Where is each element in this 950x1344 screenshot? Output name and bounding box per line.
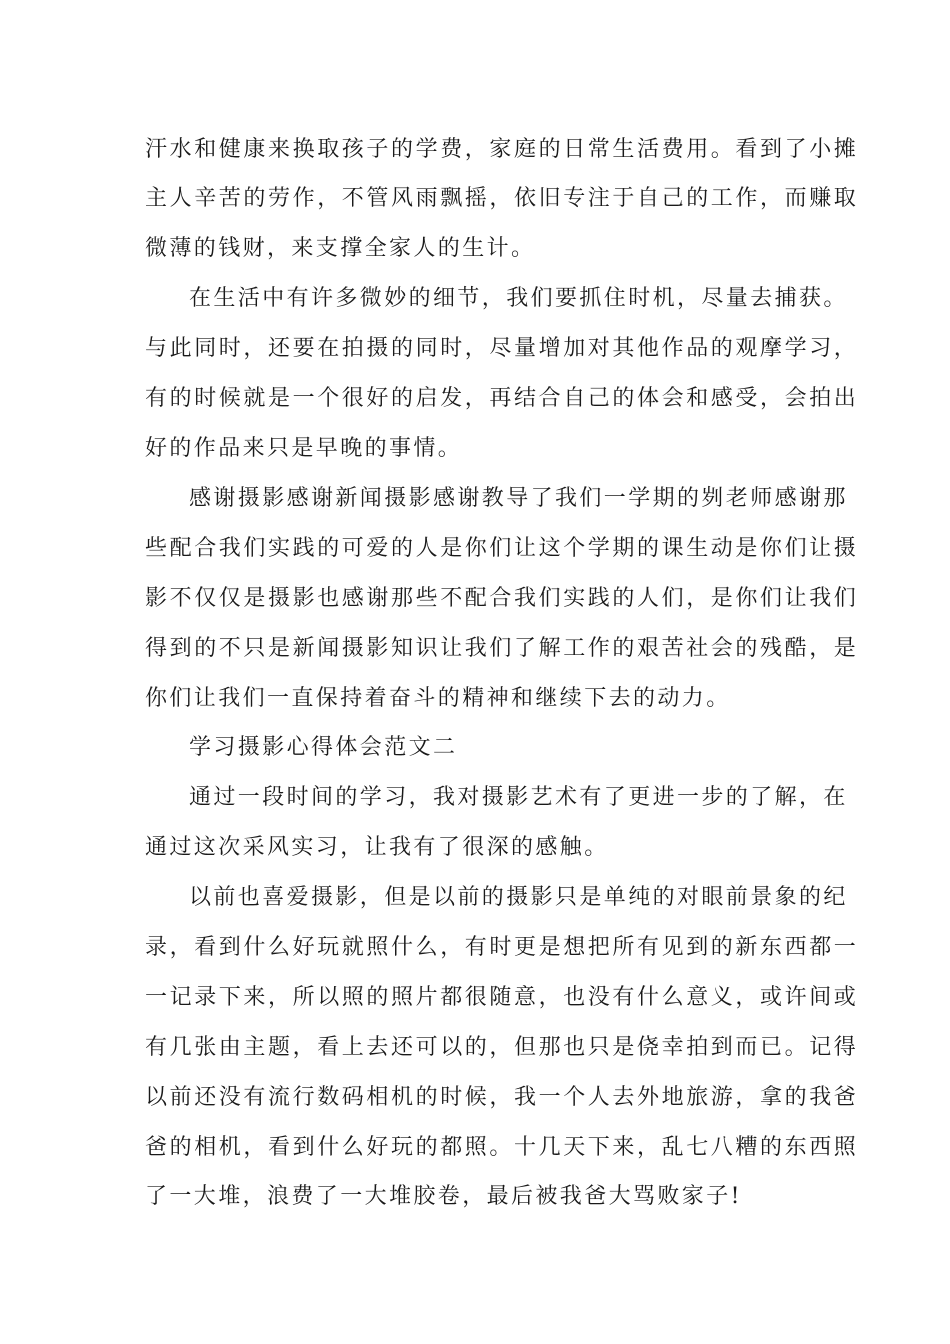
paragraph-first-line: 感谢摄影感谢新闻摄影感谢教导了我们一学期的刿老师感谢那 <box>189 486 848 511</box>
section-heading: 学习摄影心得体会范文二 <box>189 735 458 760</box>
text-line: 微薄的钱财，来支撑全家人的生计。 <box>145 236 536 261</box>
text-line: 与此同时，还要在拍摄的同时，尽量增加对其他作品的观摩学习， <box>145 336 859 361</box>
paragraph-first-line: 通过一段时间的学习，我对摄影艺术有了更进一步的了解，在 <box>189 785 848 810</box>
text-line: 一记录下来，所以照的照片都很随意，也没有什么意义，或许间或 <box>145 985 859 1010</box>
text-line: 以前还没有流行数码相机的时候，我一个人去外地旅游，拿的我爸 <box>145 1085 859 1110</box>
text-line: 些配合我们实践的可爱的人是你们让这个学期的课生动是你们让摄 <box>145 536 859 561</box>
text-line: 影不仅仅是摄影也感谢那些不配合我们实践的人们，是你们让我们 <box>145 586 859 611</box>
paragraph-first-line: 以前也喜爱摄影，但是以前的摄影只是单纯的对眼前景象的纪 <box>189 885 848 910</box>
text-line: 你们让我们一直保持着奋斗的精神和继续下去的动力。 <box>145 686 731 711</box>
text-line: 通过这次采风实习，让我有了很深的感触。 <box>145 835 609 860</box>
text-line: 汗水和健康来换取孩子的学费，家庭的日常生活费用。看到了小摊 <box>145 137 859 162</box>
text-line: 得到的不只是新闻摄影知识让我们了解工作的艰苦社会的残酷，是 <box>145 636 859 661</box>
text-line: 好的作品来只是早晚的事情。 <box>145 436 463 461</box>
text-line: 主人辛苦的劳作，不管风雨飘摇，依旧专注于自己的工作，而赚取 <box>145 186 859 211</box>
text-line: 有几张由主题，看上去还可以的，但那也只是侥幸拍到而已。记得 <box>145 1035 859 1060</box>
text-line: 录，看到什么好玩就照什么，有时更是想把所有见到的新东西都一 <box>145 935 859 960</box>
paragraph-first-line: 在生活中有许多微妙的细节，我们要抓住时机，尽量去捕获。 <box>189 286 848 311</box>
text-line: 有的时候就是一个很好的启发，再结合自己的体会和感受，会拍出 <box>145 386 859 411</box>
text-line: 爸的相机，看到什么好玩的都照。十几天下来，乱七八糟的东西照 <box>145 1135 859 1160</box>
text-line: 了一大堆，浪费了一大堆胶卷，最后被我爸大骂败家子! <box>145 1184 742 1209</box>
